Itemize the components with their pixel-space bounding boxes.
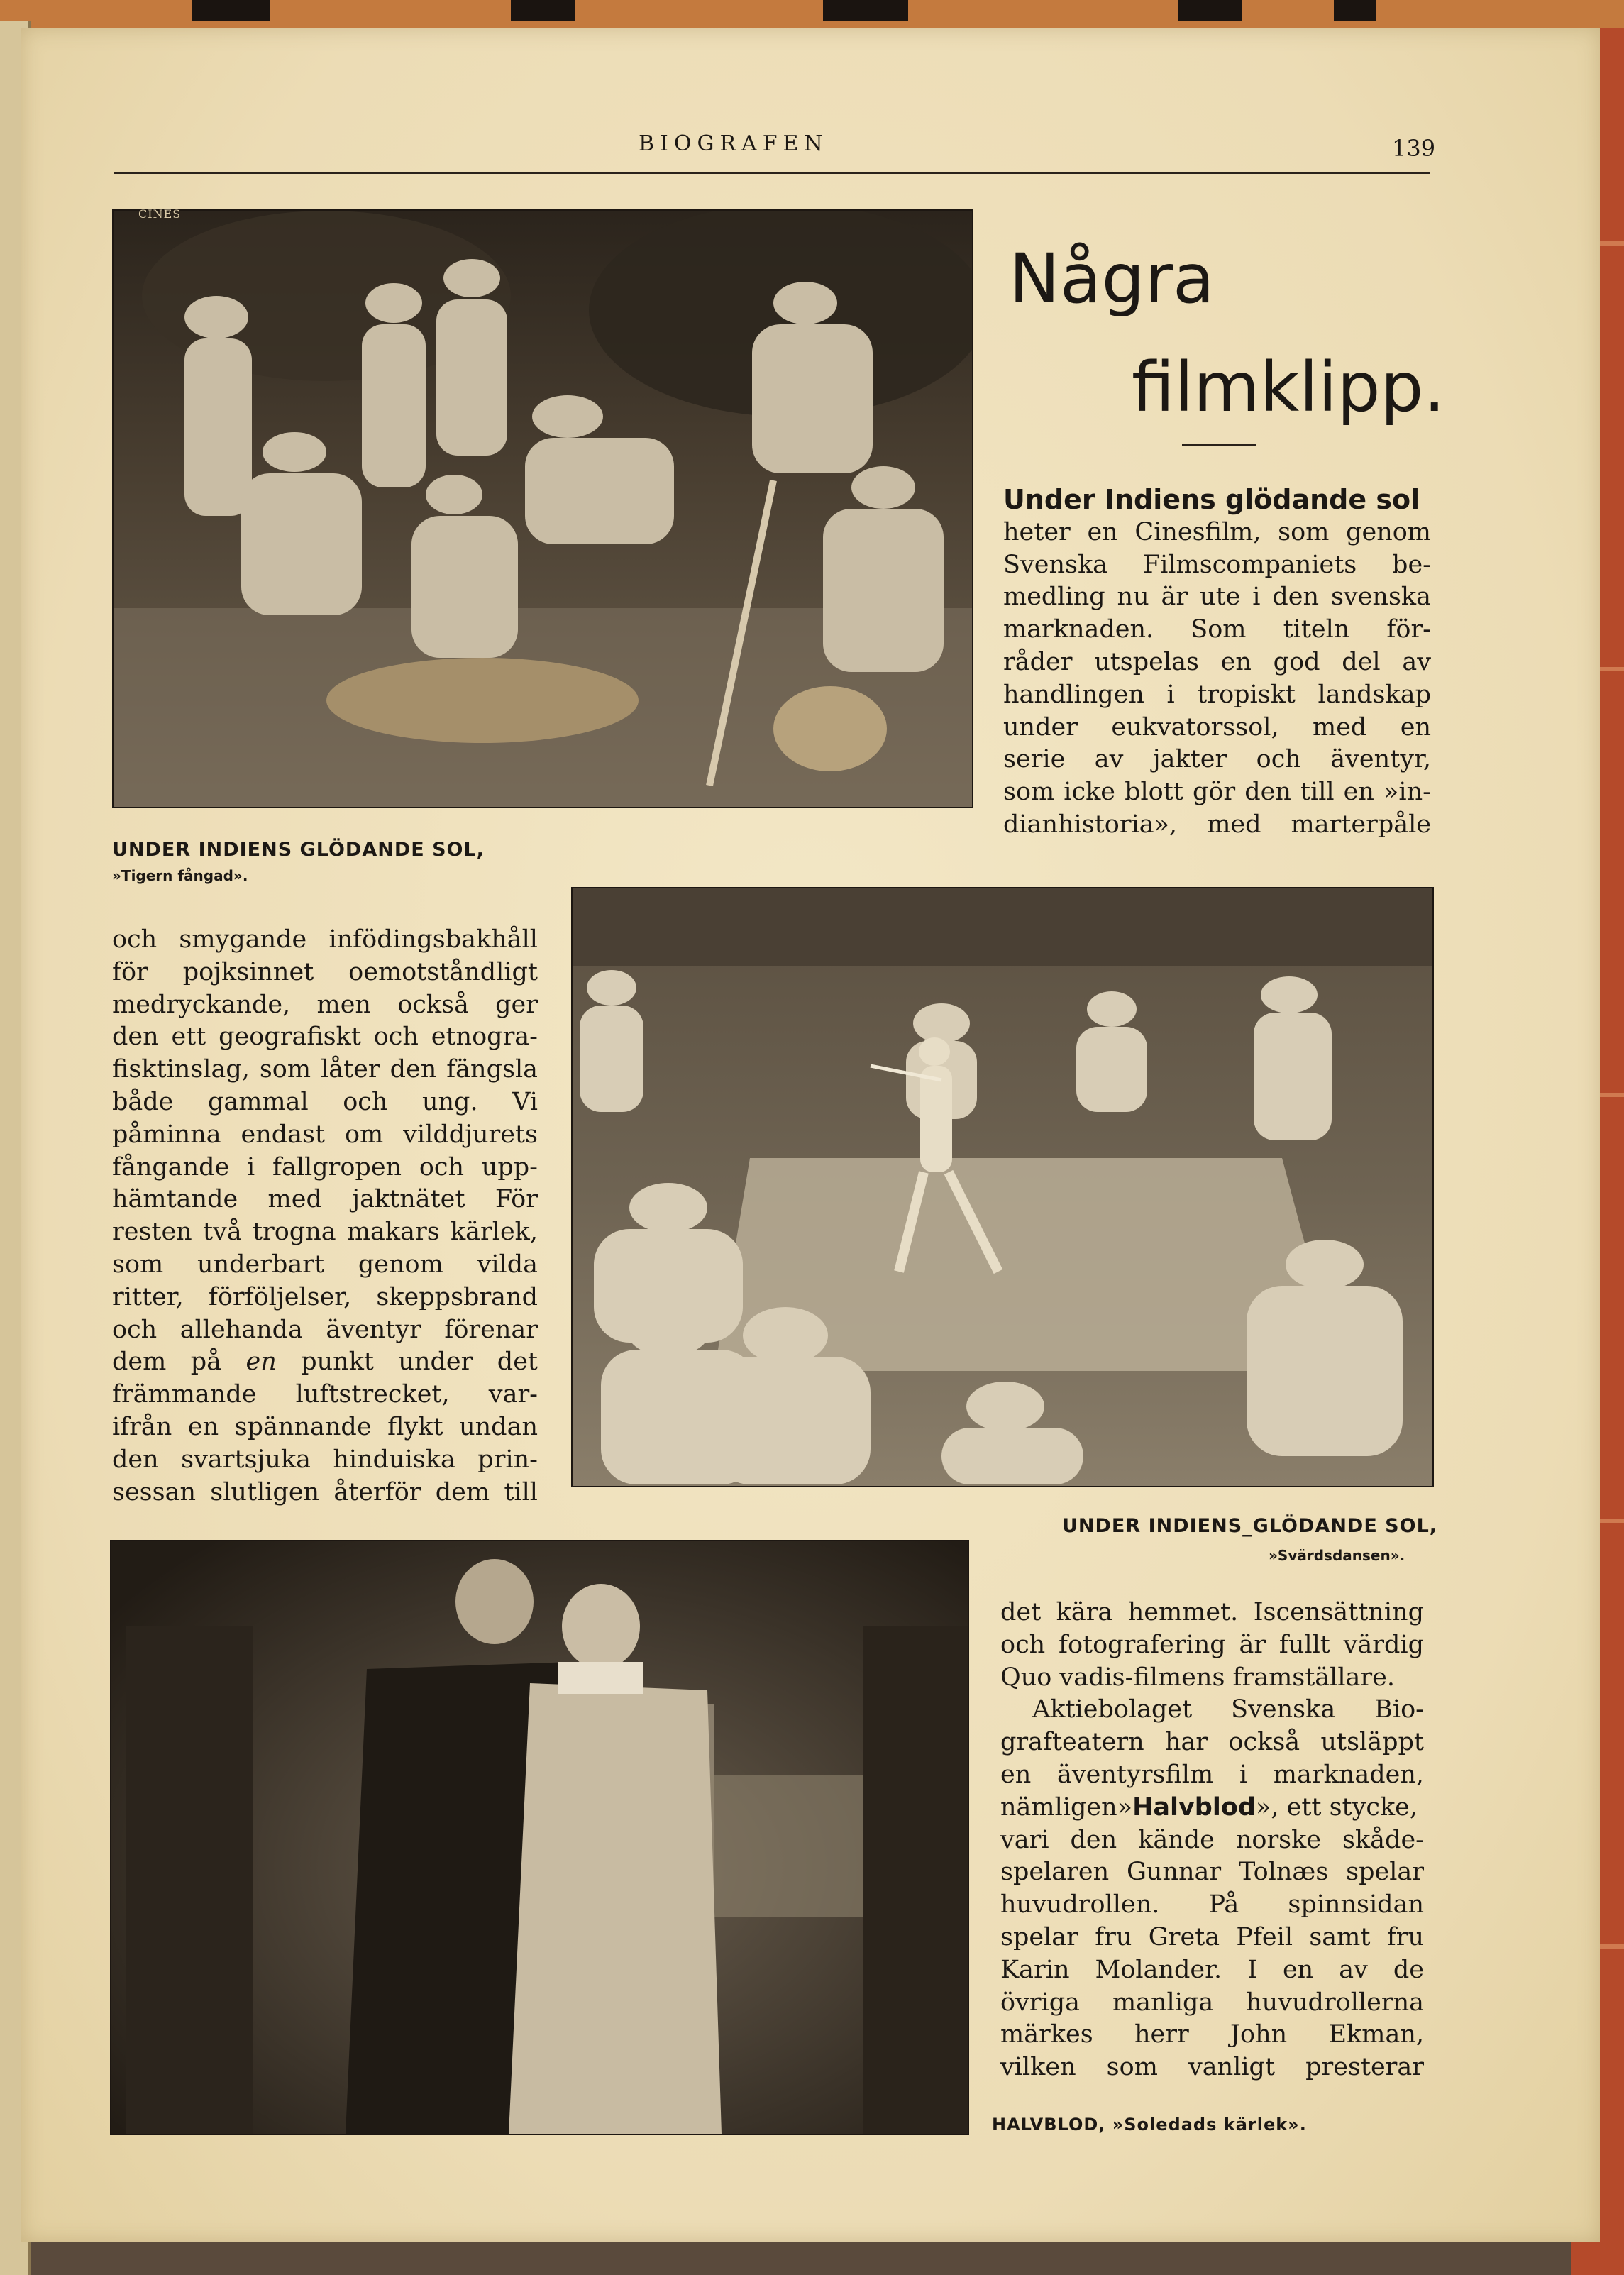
film-title: Halvblod [1132, 1792, 1256, 1822]
text-line: som underbart genom vilda [112, 1250, 538, 1279]
text-line: dianhistoria», med marterpåle [1003, 810, 1431, 839]
text-fragment: », ett stycke, [1255, 1792, 1418, 1822]
cover-stripe [511, 0, 575, 21]
text-line: den ett geografiskt och etnogra- [112, 1023, 538, 1052]
text-line: marknaden. Som titeln för- [1003, 615, 1431, 644]
text-line: övriga manliga huvudrollerna [1000, 1988, 1424, 2017]
text-line: grafteatern har också utsläppt [1000, 1728, 1424, 1757]
text-line: vari den kände norske skåde- [1000, 1825, 1424, 1854]
text-line: huvudrollen. På spinnsidan [1000, 1890, 1424, 1919]
text-line: fångande i fallgropen och upp- [112, 1152, 538, 1181]
photo-sword-dance-illustration [573, 888, 1432, 1486]
text-line: handlingen i tropiskt landskap [1003, 680, 1431, 709]
text-line: spelaren Gunnar Tolnæs spelar [1000, 1858, 1424, 1887]
article-column-left-mid [112, 924, 538, 1509]
photo-subcaption-2: »Svärdsdansen». [1269, 1547, 1405, 1564]
text-line: heter en Cinesfilm, som genom [1003, 517, 1431, 546]
photo-caption-2: UNDER INDIENS_GLÖDANDE SOL, [1062, 1515, 1438, 1537]
headline-line-2: filmklipp. [1132, 348, 1445, 427]
photo-tiger-captured [112, 209, 973, 808]
headline-line-1: Några [1009, 239, 1215, 319]
text-line: både gammal och ung. Vi [112, 1087, 538, 1116]
photo-caption-3: HALVBLOD, »Soledads kärlek». [992, 2115, 1307, 2134]
text-line: fisktinslag, som låter den fängsla [112, 1055, 538, 1084]
page-number: 139 [1392, 135, 1436, 162]
text-line: serie av jakter och äventyr, [1003, 745, 1431, 774]
text-line: medryckande, men också ger [112, 990, 538, 1019]
photo-subcaption-1: »Tigern fångad». [112, 867, 248, 884]
article-column-right-top [1003, 484, 1431, 842]
text-line-film-title [1000, 1792, 1424, 1824]
text-line: och smygande infödingsbakhåll [112, 925, 538, 954]
paragraph-start: Aktiebolaget Svenska Bio- [1032, 1695, 1424, 1724]
text-line: sessan slutligen återför dem till [112, 1477, 538, 1506]
text-line: Karin Molander. I en av de [1000, 1955, 1424, 1984]
header-rule [114, 172, 1430, 174]
text-line: medling nu är ute i den svenska [1003, 583, 1431, 612]
text-line: en äventyrsfilm i marknaden, [1000, 1760, 1424, 1789]
photo-sword-dance [571, 887, 1434, 1487]
text-line-emphasis [112, 1346, 538, 1379]
text-line: hämtande med jaktnätet För [112, 1185, 538, 1214]
text-line: och fotografering är fullt värdig [1000, 1630, 1424, 1659]
text-line: märkes herr John Ekman, [1000, 2020, 1424, 2049]
text-fragment: dem på [112, 1348, 222, 1377]
cover-stripe [823, 0, 908, 21]
photo-caption-1: UNDER INDIENS GLÖDANDE SOL, [112, 839, 485, 861]
text-line: under eukvatorssol, med en [1003, 712, 1431, 742]
top-cover-edge [0, 0, 1624, 32]
photo-tiger-illustration [114, 211, 972, 807]
running-header: BIOGRAFEN [639, 131, 829, 156]
text-line: Quo vadis-filmens framställare. [1000, 1663, 1395, 1692]
lead-in: Under Indiens glödande sol [1003, 484, 1420, 515]
cover-stripe [1178, 0, 1242, 21]
text-line: Svenska Filmscompaniets be- [1003, 550, 1431, 579]
cover-stripe [1334, 0, 1376, 21]
text-line: ritter, förföljelser, skeppsbrand [112, 1282, 538, 1311]
photo-halvblod-illustration [111, 1541, 968, 2134]
text-line: för pojksinnet oemotståndligt [112, 957, 538, 986]
text-line: råder utspelas en god del av [1003, 647, 1431, 676]
text-line: påminna endast om vilddjurets [112, 1120, 538, 1149]
text-fragment: punkt under det [301, 1348, 538, 1377]
photo-halvblod [110, 1540, 969, 2135]
text-line: ifrån en spännande flykt undan [112, 1412, 538, 1441]
headline-rule [1182, 444, 1256, 446]
cines-logo-text: CINES [138, 207, 182, 221]
text-line: och allehanda äventyr förenar [112, 1315, 538, 1344]
article-column-right-bottom [1000, 1597, 1424, 2084]
text-line: vilken som vanligt presterar [1000, 2053, 1424, 2082]
text-line: resten två trogna makars kärlek, [112, 1218, 538, 1247]
text-line: som icke blott gör den till en »in- [1003, 778, 1431, 807]
text-fragment: nämligen» [1000, 1792, 1133, 1822]
emphasis-word: en [245, 1348, 277, 1377]
text-line: spelar fru Greta Pfeil samt fru [1000, 1922, 1424, 1951]
text-line: det kära hemmet. Iscensättning [1000, 1598, 1424, 1626]
text-line: den svartsjuka hinduiska prin- [112, 1445, 538, 1474]
cover-stripe [192, 0, 270, 21]
text-line: främmande luftstrecket, var- [112, 1380, 538, 1409]
